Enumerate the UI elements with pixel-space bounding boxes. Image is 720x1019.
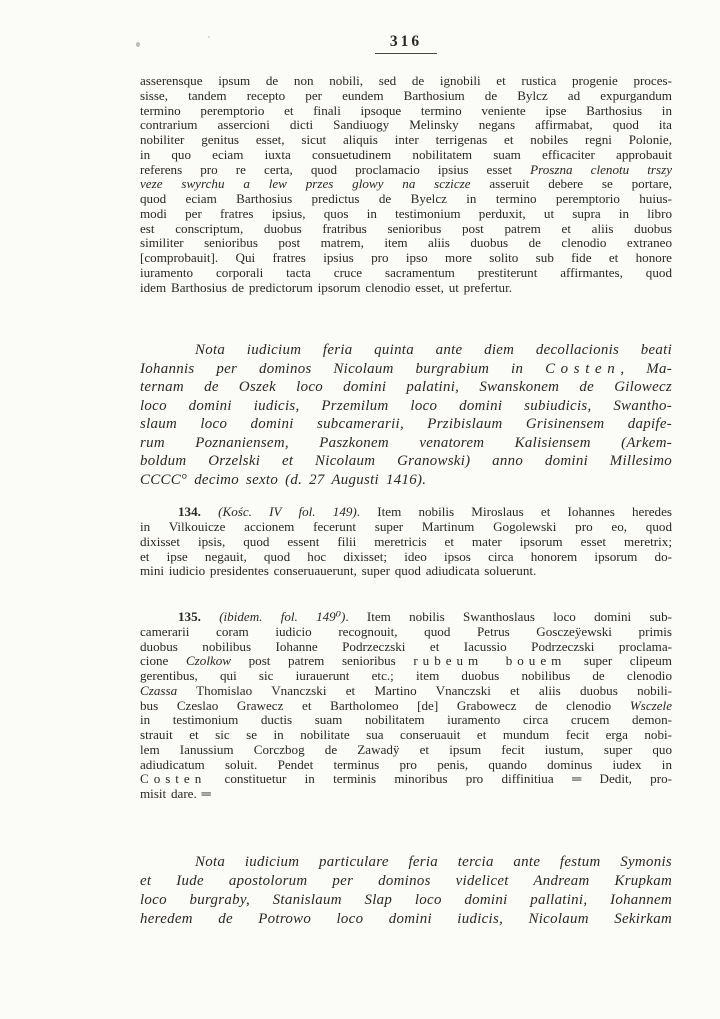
text-segment: nobiliter genitus esset, sicut aliquis inter terrigenas et nobiles regni Polonie, (140, 132, 672, 147)
text-segment: modi per fratres ipsius, quos in testimonium perduxit, ut supra in libro (140, 205, 672, 221)
text-segment: 135. (178, 609, 201, 624)
entry-135 (140, 610, 672, 802)
text-line (140, 787, 672, 802)
text-line (140, 910, 672, 929)
text-segment: asseruit debere se portare, (470, 176, 672, 192)
text-line (140, 853, 672, 872)
text-segment: et Iude apostolorum per dominos videlicet Andream Krupkam (140, 872, 672, 889)
text-segment: Nota iudicium feria quinta ante diem decollacionis beati (195, 342, 672, 359)
text-segment: (Kośc. IV fol. 149) (218, 504, 357, 520)
text-line (140, 163, 672, 178)
text-segment: misit dare. ═ (140, 786, 211, 801)
text-line (140, 104, 672, 119)
text-segment: in testimonium ductis suam nobilitatem iuramento circa crucem demon- (140, 712, 672, 728)
nota-iudicium-feria-quinta (140, 341, 672, 489)
text-segment: dixisset ipsis, quod essent filii meretricis et mater ipsorum esset meretrix; (140, 533, 672, 549)
text-segment: lem Ianussium Corczbog de Zawadÿ et ipsum fecit iustum, super quo (140, 741, 672, 757)
text-block (140, 74, 672, 929)
nota-iudicium-particulare (140, 853, 672, 929)
text-line (140, 360, 672, 379)
text-line (140, 891, 672, 910)
text-segment: contrarium assercioni dicti Sandiuogy Melinsky negans affirmabat, quod ita (140, 117, 672, 133)
text-segment: post patrem senioribus (231, 653, 414, 669)
text-segment: sisse, tandem recepto per eundem Barthosium de Bylcz ad expurgandum (140, 87, 672, 103)
text-segment: Proszna clenotu trszy (530, 161, 672, 177)
text-segment: 134. (178, 504, 201, 520)
text-line (140, 74, 672, 89)
text-line (140, 564, 672, 579)
text-line (140, 177, 672, 192)
text-line (140, 266, 672, 281)
text-segment: bus Czeslao Grawecz et Bartholomeo [de] Grabowecz de clenodio (140, 697, 630, 713)
text-line (140, 415, 672, 434)
text-segment: cione (140, 653, 186, 669)
text-line (140, 654, 672, 669)
text-segment: loco domini iudicis, Przemilum loco domini subiudicis, Swantho- (140, 397, 672, 414)
text-line (140, 520, 672, 535)
text-segment: Wsczele (629, 697, 672, 713)
text-segment: , Ma- (620, 360, 672, 377)
text-segment: camerarii coram iudicio recognouit, quod Petrus Gosczeÿewski primis (140, 623, 672, 639)
text-segment: Costen (140, 771, 207, 787)
text-line (140, 772, 672, 787)
text-segment: [comprobauit]. Qui fratres ipsius pro ipso more solito sub fide et honore (140, 250, 672, 265)
text-line (140, 758, 672, 773)
text-line (140, 713, 672, 728)
text-line (140, 89, 672, 104)
text-segment: boldum Orzelski et Nicolaum Granowski) anno domini Millesimo (140, 453, 672, 470)
text-segment: . Item nobilis Miroslaus et Iohannes heredes (356, 504, 672, 520)
text-segment: . Item nobilis Swanthoslaus loco domini sub- (345, 609, 672, 624)
text-line (140, 397, 672, 416)
text-segment: constituetur in terminis minoribus pro diffinitiua ═ Dedit, pro- (206, 771, 672, 787)
text-segment: quod eciam Barthosius predictus de Byelcz in termino peremptorio huius- (140, 191, 672, 206)
page-header (140, 33, 672, 54)
text-segment: referens pro re certa, quod proclamacio ipsius esset (140, 161, 531, 177)
text-segment: asserensque ipsum de non nobili, sed de ignobili et rustica progenie proces- (140, 73, 672, 88)
text-segment: mini iudicio presidentes conseruauerunt, super quod adiudicata soluerunt. (140, 563, 537, 579)
text-line (140, 669, 672, 684)
text-line (140, 471, 672, 490)
text-segment: strauit et sic se in nobilitate sua conseruauit et mundum fecit erga nobi- (140, 727, 672, 742)
text-segment: loco burgraby, Stanislaum Slap loco domini pallatini, Iohannem (140, 891, 672, 908)
text-line (140, 640, 672, 655)
text-segment: rubeum bouem (413, 653, 567, 669)
text-segment: super clipeum (566, 653, 672, 669)
text-line (140, 281, 672, 296)
text-segment: similiter senioribus post matrem, item aliis duobus de clenodio extraneo (140, 235, 672, 251)
text-line (140, 699, 672, 714)
text-segment: duobus nobilibus Iohanne Podrzeczski et Iacussio Podrzeczski proclama- (140, 638, 672, 654)
text-line (140, 535, 672, 550)
text-line (140, 728, 672, 743)
text-line (140, 505, 672, 520)
text-line (140, 207, 672, 222)
text-line (140, 133, 672, 148)
page-number: 316 (375, 33, 437, 54)
entry-134 (140, 505, 672, 579)
text-line (140, 452, 672, 471)
text-segment: in Vilkouicze accionem fecerunt super Martinum Gogolewski pro eo, quod (140, 519, 672, 534)
text-line (140, 610, 672, 625)
text-segment: termino peremptorio et finali ipsoque termino veniente ipse Barthosius in (140, 102, 672, 118)
text-segment: adiudicatum soluit. Pendet terminus pro penis, quando dominus iudex in (140, 756, 672, 772)
text-segment: Czassa (140, 682, 178, 698)
text-segment: Costen (545, 360, 621, 377)
text-segment: gerentibus, qui sic iurauerunt etc.; item duobus nobilibus de clenodio (140, 668, 672, 683)
text-line (140, 222, 672, 237)
text-segment: est conscriptum, duobus fratribus senioribus post patrem et aliis duobus (140, 220, 672, 236)
text-line (140, 378, 672, 397)
text-segment: Iohannis per dominos Nicolaum burgrabium in (140, 360, 546, 377)
text-line (140, 625, 672, 640)
text-segment: ternam de Oszek loco domini palatini, Swanskonem de Gilowecz (140, 379, 672, 396)
text-segment: Thomislao Vnanczski et Martino Vnanczski et aliis duobus nobili- (177, 682, 672, 698)
text-segment: (ibidem. fol. 149⁰) (219, 609, 346, 624)
text-segment: heredem de Potrowo loco domini iudicis, Nicolaum Sekirkam (140, 910, 672, 927)
text-segment: CCCC° decimo sexto (d. 27 Augusti 1416). (140, 471, 427, 488)
text-segment: Czolkow (185, 653, 232, 669)
text-segment: in quo eciam iuxta consuetudinem nobilitatem suam efficaciter approbauit (140, 146, 672, 162)
text-line (140, 743, 672, 758)
text-line (140, 251, 672, 266)
text-segment: iuramento corporali tacta cruce sacramentum prestiterunt affirmantes, quod (140, 264, 672, 280)
text-line (140, 118, 672, 133)
text-line (140, 341, 672, 360)
text-line (140, 148, 672, 163)
text-line (140, 872, 672, 891)
text-segment (201, 609, 219, 624)
text-line (140, 192, 672, 207)
text-line (140, 236, 672, 251)
text-line (140, 434, 672, 453)
text-line (140, 684, 672, 699)
text-segment: slaum loco domini subcamerarii, Przibislaum Grisinensem dapife- (140, 416, 672, 433)
text-segment: Nota iudicium particulare feria tercia ante festum Symonis (195, 853, 672, 870)
text-segment: rum Poznaniensem, Paszkonem venatorem Kalisiensem (Arkem- (140, 434, 672, 451)
text-segment: et ipse negauit, quod hoc dixisset; ideo ipsos circa honorem ipsorum do- (140, 548, 672, 564)
text-segment: veze swyrchu a lew przes glowy na sczicze (140, 176, 471, 192)
text-segment (201, 504, 218, 519)
text-segment: idem Barthosius de predictorum ipsorum clenodio esset, ut prefertur. (140, 279, 512, 295)
entry-continuation (140, 74, 672, 295)
text-line (140, 550, 672, 565)
